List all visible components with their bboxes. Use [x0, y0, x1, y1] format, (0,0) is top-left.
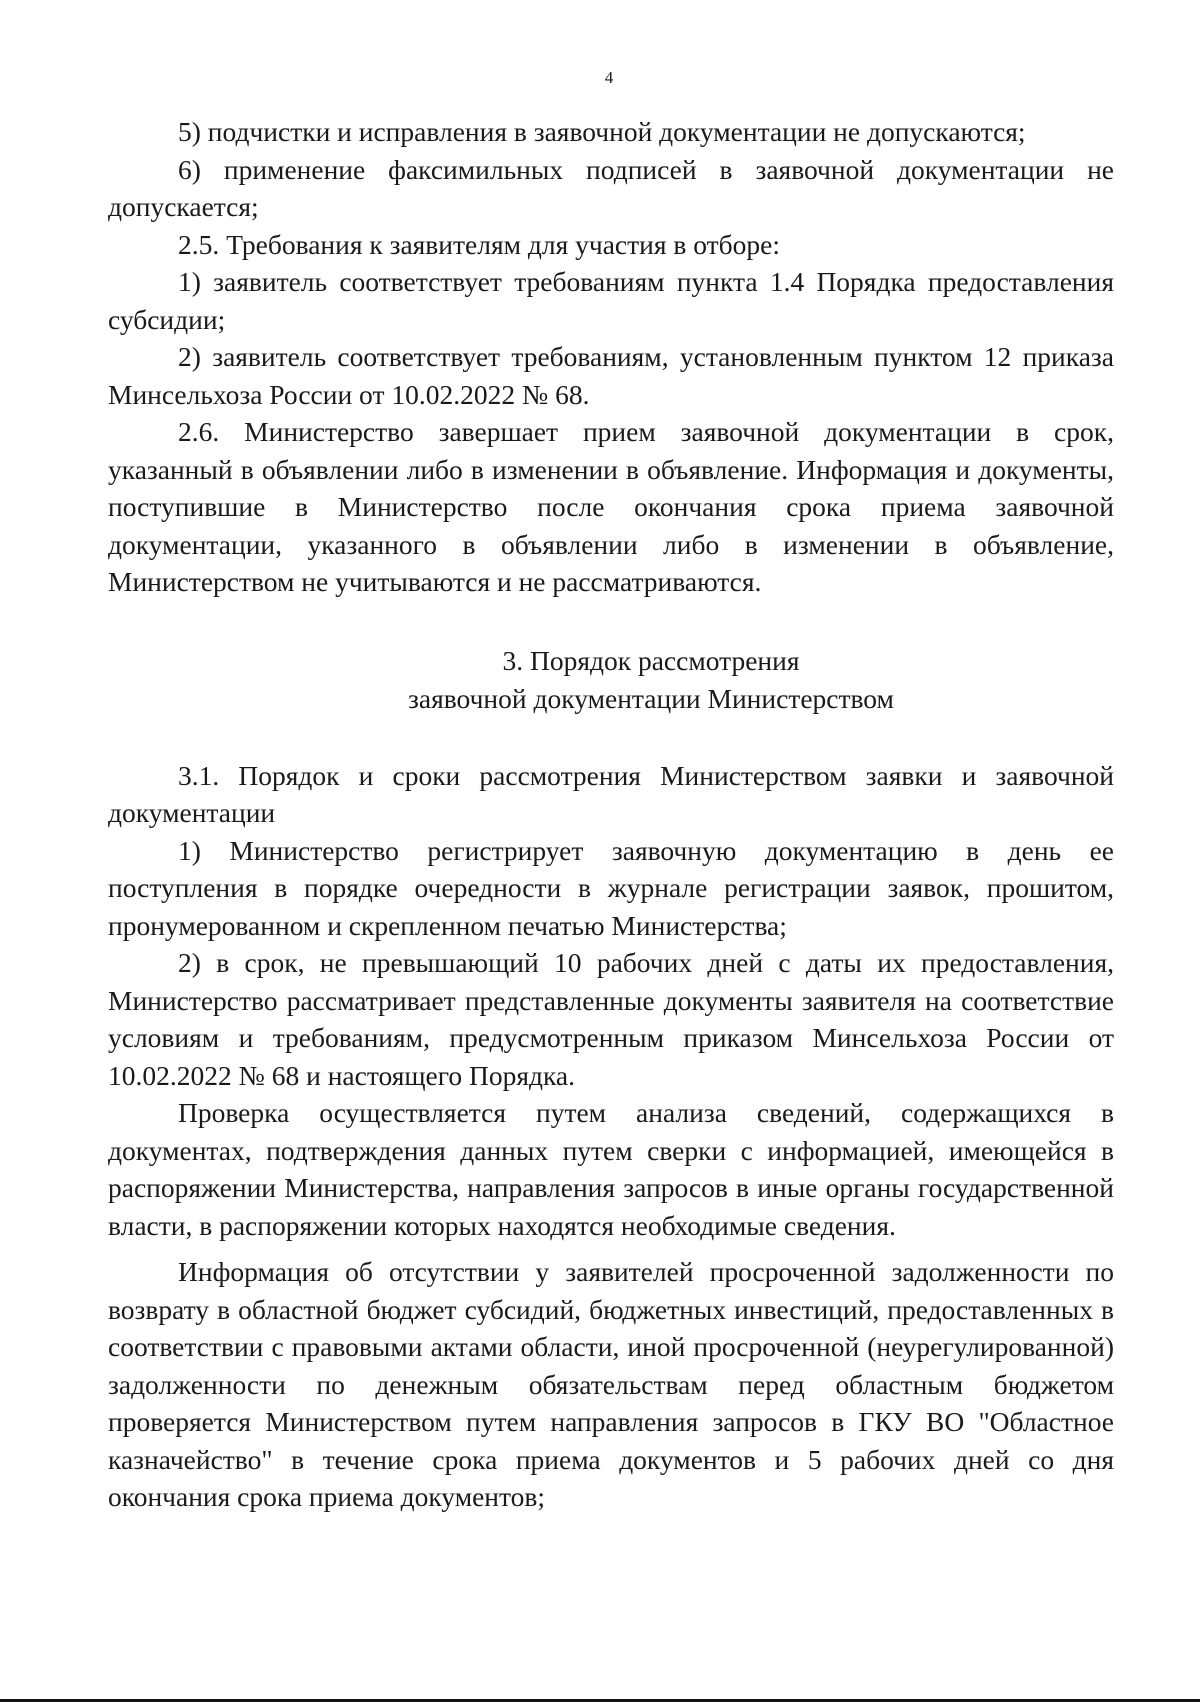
page-number: 4: [604, 68, 614, 87]
paragraph-3-1-item-1: 1) Министерство регистрирует заявочную документацию в день ее поступления в порядке очередности в журнале регистрации заявок, прошитом, пронумерованном и скрепленном печатью Министерства;: [108, 834, 1114, 941]
paragraph-item-5: 5) подчистки и исправления в заявочной документации не допускаются;: [178, 116, 1026, 147]
paragraph-2-6: 2.6. Министерство завершает прием заявочной документации в срок, указанный в объявлении либо в изменении в объявление. Информация и документы, поступившие в Министерство после окончания срока приема заявочной документации, указанного в объявлении либо в изменении в объявление, Министерством не учитываются и не рассматриваются.: [108, 416, 1114, 597]
section-heading: [108, 642, 1114, 719]
paragraph-3-1-item-2: 2) в срок, не превышающий 10 рабочих дней с даты их предоставления, Министерство рассматривает представленные документы заявителя на соответствие условиям и требованиям, предусмотренным приказом Минсельхоза России от 10.02.2022 № 68 и настоящего Порядка.: [108, 947, 1114, 1091]
paragraph-2-5-item-2: 2) заявитель соответствует требованиям, установленным пунктом 12 приказа Минсельхоза России от 10.02.2022 № 68.: [108, 341, 1114, 410]
paragraph-item-6: 6) применение факсимильных подписей в заявочной документации не допускается;: [108, 153, 1114, 222]
paragraph-debt-information: Информация об отсутствии у заявителей просроченной задолженности по возврату в областной бюджет субсидий, бюджетных инвестиций, предоставленных в соответствии с правовыми актами области, иной просроченной (неурегулированной) задолженности по денежным обязательствам перед областным бюджетом проверяется Министерством путем направления запросов в ГКУ ВО "Областное казначейство" в течение срока приема документов и 5 рабочих дней со дня окончания срока приема документов;: [108, 1256, 1114, 1512]
document-body: [108, 113, 1114, 1516]
paragraph-verification: Проверка осуществляется путем анализа сведений, содержащихся в документах, подтверждения данных путем сверки с информацией, имеющейся в распоряжении Министерства, направления запросов в иные органы государственной власти, в распоряжении которых находятся необходимые сведения.: [108, 1097, 1114, 1241]
paragraph-2-5-item-1: 1) заявитель соответствует требованиям пункта 1.4 Порядка предоставления субсидии;: [108, 266, 1114, 335]
section-title-line-2: заявочной документации Министерством: [408, 683, 894, 714]
section-title-line-1: 3. Порядок рассмотрения: [502, 644, 800, 676]
paragraph-3-1: 3.1. Порядок и сроки рассмотрения Министерством заявки и заявочной документации: [108, 759, 1114, 828]
paragraph-2-5: 2.5. Требования к заявителям для участия в отборе:: [178, 228, 780, 260]
